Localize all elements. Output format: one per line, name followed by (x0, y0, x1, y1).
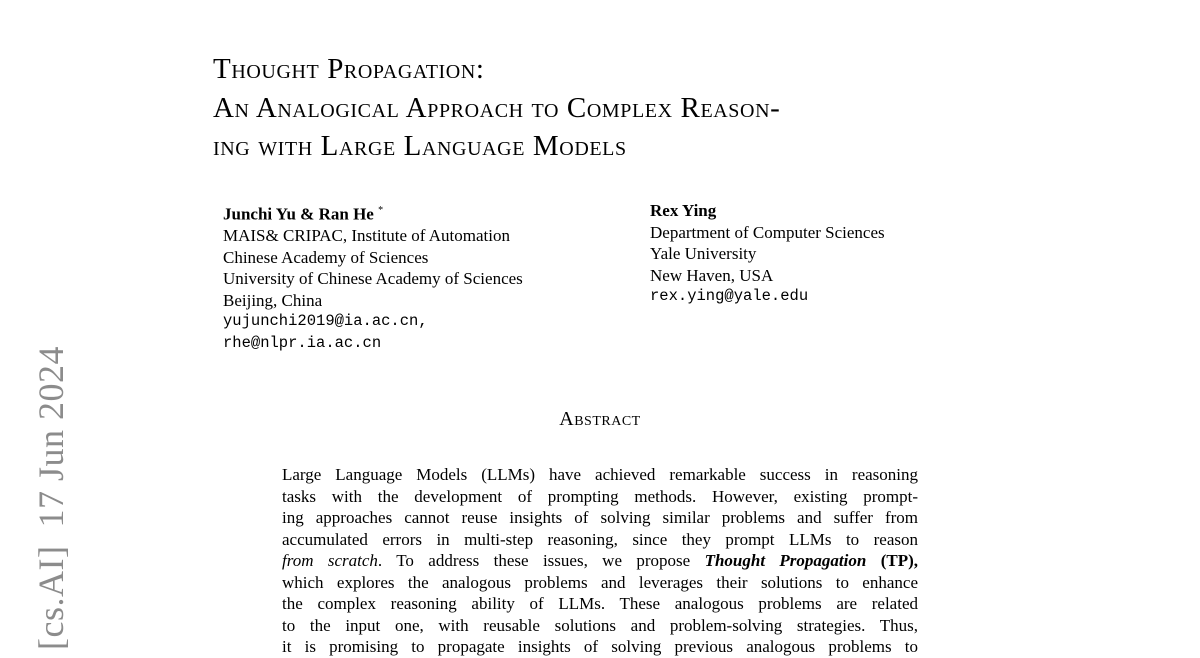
paper-title (213, 50, 780, 166)
abstract-line: to the input one, with reusable solutions and problem-solving strategies. Thus, (282, 615, 918, 635)
abstract-line: accumulated errors in multi-step reasoning, since they prompt LLMs to reason (282, 529, 918, 549)
abstract-body (282, 464, 918, 658)
abstract-line: Large Language Models (LLMs) have achieved remarkable success in reasoning (282, 465, 918, 484)
arxiv-date: 17 Jun 2024 (31, 346, 71, 528)
footnote-mark: * (378, 205, 384, 216)
author-name: Rex Ying (650, 201, 717, 220)
author-email[interactable]: rhe@nlpr.ia.ac.cn (223, 333, 382, 352)
affiliation-line: New Haven, USA (650, 265, 774, 285)
title-line: Thought Propagation: (213, 53, 485, 85)
arxiv-category: [cs.AI] (31, 545, 71, 650)
abstract-line: it is promising to propagate insights of solving previous analogous problems to (282, 637, 918, 656)
author-email[interactable]: yujunchi2019@ia.ac.cn, (223, 312, 428, 331)
affiliation-line: Chinese Academy of Sciences (223, 247, 429, 267)
abstract-heading: Abstract (559, 408, 641, 430)
arxiv-stamp (30, 346, 72, 650)
title-line: ing with Large Language Models (213, 130, 627, 162)
author-block-right (650, 200, 885, 308)
author-name: Junchi Yu & Ran He * (223, 204, 384, 224)
abstract-line: ing approaches cannot reuse insights of solving similar problems and suffer from (282, 508, 918, 527)
abstract-line: the complex reasoning ability of LLMs. These analogous problems are related (282, 594, 918, 613)
affiliation-line: MAIS& CRIPAC, Institute of Automation (223, 226, 510, 246)
author-email[interactable]: rex.ying@yale.edu (650, 287, 809, 305)
method-name: Thought Propagation (704, 551, 867, 570)
affiliation-line: Beijing, China (223, 290, 323, 310)
affiliation-line: Department of Computer Sciences (650, 222, 885, 242)
author-block-left (223, 200, 523, 354)
method-abbrev: (TP), (866, 551, 918, 570)
title-line: An Analogical Approach to Complex Reason- (213, 91, 781, 124)
affiliation-line: University of Chinese Academy of Sciences (223, 269, 523, 289)
abstract-line: from scratch. To address these issues, we propose Thought Propagation (TP), (282, 551, 918, 570)
affiliation-line: Yale University (650, 244, 757, 263)
emphasis-text: from scratch (282, 551, 378, 570)
abstract-line: tasks with the development of prompting methods. However, existing prompt- (282, 486, 918, 506)
abstract-line: which explores the analogous problems and leverages their solutions to enhance (282, 572, 918, 592)
